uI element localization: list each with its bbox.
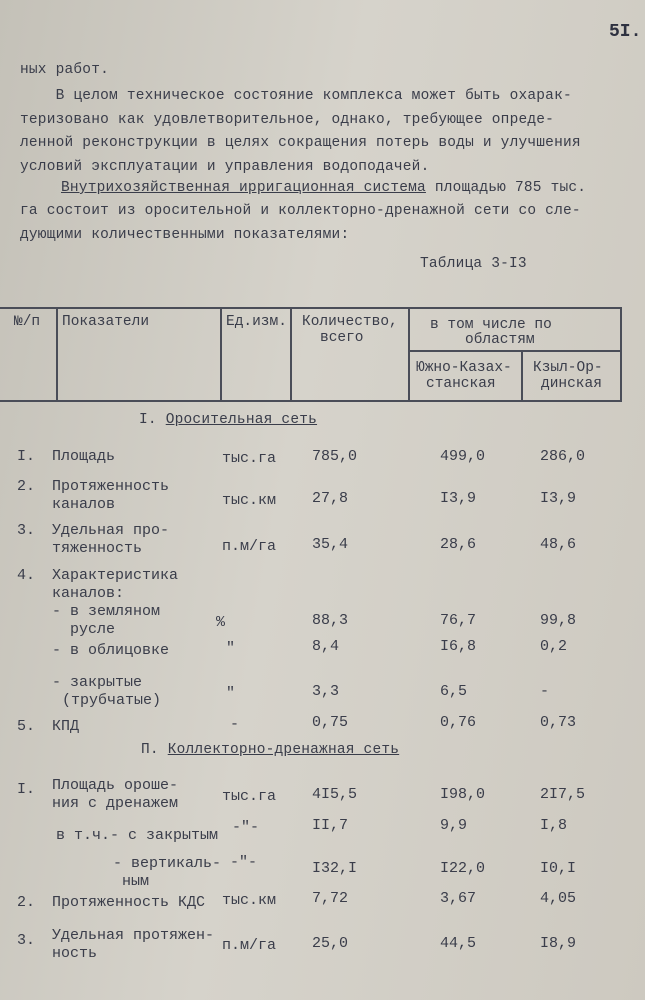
- row-number: 3.: [17, 932, 36, 949]
- header-total: Количество,: [302, 314, 398, 330]
- row-number: 4.: [17, 567, 36, 584]
- total-value: 25,0: [312, 935, 349, 952]
- region2-value: 0,73: [540, 714, 577, 731]
- paragraph-line: Внутрихозяйственная ирригационная система площадью 785 тыс.: [61, 180, 587, 196]
- indicator-name: Протяженность КДС: [52, 894, 206, 911]
- unit-value: %: [216, 614, 226, 631]
- indicator-name: в т.ч.- с закрытым: [56, 827, 219, 844]
- region2-value: 99,8: [540, 612, 577, 629]
- indicator-name: ность: [52, 945, 98, 962]
- intro-line: ленной реконструкции в целях сокращения потерь воды и улучшения: [20, 135, 581, 151]
- row-number: I.: [17, 781, 36, 798]
- unit-value: ": [226, 640, 236, 657]
- region2-value: 286,0: [540, 448, 586, 465]
- row-number: 2.: [17, 894, 36, 911]
- indicator-name: - закрытые: [52, 674, 143, 691]
- indicator-name: - в земляном: [52, 603, 161, 620]
- indicator-name: каналов:: [52, 585, 125, 602]
- unit-value: тыс.км: [222, 492, 277, 509]
- region2-value: I8,9: [540, 935, 577, 952]
- indicator-name: Удельная протяжен-: [52, 927, 215, 944]
- indicator-name: КПД: [52, 718, 80, 735]
- table-rule: [290, 307, 292, 402]
- section-heading: П. Коллекторно-дренажная сеть: [141, 742, 400, 758]
- region1-value: 6,5: [440, 683, 468, 700]
- region2-value: -: [540, 683, 550, 700]
- indicator-name: ным: [122, 873, 150, 890]
- unit-value: -"-: [232, 819, 260, 836]
- table-rule: [220, 307, 222, 402]
- total-value: II,7: [312, 817, 349, 834]
- unit-value: тыс.км: [222, 892, 277, 909]
- row-number: 3.: [17, 522, 36, 539]
- region1-value: I3,9: [440, 490, 477, 507]
- region1-value: I22,0: [440, 860, 486, 877]
- total-value: 7,72: [312, 890, 349, 907]
- page-number: 5I.: [609, 22, 642, 42]
- table-rule: [408, 350, 622, 352]
- table-rule: [56, 307, 58, 402]
- total-value: 88,3: [312, 612, 349, 629]
- header-indicators: Показатели: [62, 314, 150, 330]
- row-number: I.: [17, 448, 36, 465]
- paragraph-line: га состоит из оросительной и коллекторно-дренажной сети со сле-: [20, 203, 581, 219]
- indicator-name: каналов: [52, 496, 116, 513]
- header-unit: Ед.изм.: [226, 314, 287, 330]
- unit-value: -"-: [230, 854, 258, 871]
- underlined-term: Внутрихозяйственная ирригационная система: [61, 180, 426, 196]
- region2-value: 48,6: [540, 536, 577, 553]
- unit-value: п.м/га: [222, 538, 277, 555]
- total-value: 4I5,5: [312, 786, 358, 803]
- indicator-name: (трубчатые): [62, 692, 162, 709]
- total-value: 3,3: [312, 683, 340, 700]
- table-rule: [620, 307, 622, 402]
- header-including: областям: [465, 332, 535, 348]
- header-region: динская: [541, 376, 602, 392]
- unit-value: -: [230, 716, 240, 733]
- indicator-name: русле: [52, 621, 116, 638]
- indicator-name: Площадь ороше-: [52, 777, 179, 794]
- unit-value: п.м/га: [222, 937, 277, 954]
- region1-value: 499,0: [440, 448, 486, 465]
- region2-value: I,8: [540, 817, 568, 834]
- region2-value: 4,05: [540, 890, 577, 907]
- region2-value: I0,I: [540, 860, 577, 877]
- table-rule: [0, 307, 622, 309]
- indicator-name: Протяженность: [52, 478, 170, 495]
- intro-line: условий эксплуатации и управления водоподачей.: [20, 159, 430, 175]
- region1-value: 3,67: [440, 890, 477, 907]
- unit-value: ": [226, 685, 236, 702]
- header-region: Южно-Казах-: [416, 360, 512, 376]
- table-rule: [408, 307, 410, 402]
- total-value: 27,8: [312, 490, 349, 507]
- row-number: 5.: [17, 718, 36, 735]
- table-rule: [0, 400, 622, 402]
- region1-value: 0,76: [440, 714, 477, 731]
- table-caption: Таблица 3-I3: [420, 256, 527, 272]
- total-value: 8,4: [312, 638, 340, 655]
- table-rule: [521, 350, 523, 402]
- header-total: всего: [320, 330, 364, 346]
- total-value: 35,4: [312, 536, 349, 553]
- indicator-name: ния с дренажем: [52, 795, 179, 812]
- indicator-name: Удельная про-: [52, 522, 170, 539]
- paragraph-line: дующими количественными показателями:: [20, 227, 350, 243]
- indicator-name: Площадь: [52, 448, 116, 465]
- region1-value: 44,5: [440, 935, 477, 952]
- total-value: I32,I: [312, 860, 358, 877]
- header-region: станская: [426, 376, 496, 392]
- header-region: Кзыл-Ор-: [533, 360, 603, 376]
- region1-value: I98,0: [440, 786, 486, 803]
- intro-line: ных работ.: [20, 62, 110, 78]
- header-including: в том числе по: [430, 317, 552, 333]
- unit-value: тыс.га: [222, 788, 277, 805]
- indicator-name: Характеристика: [52, 567, 179, 584]
- region1-value: I6,8: [440, 638, 477, 655]
- region1-value: 76,7: [440, 612, 477, 629]
- intro-line: теризовано как удовлетворительное, однако, требующее опреде-: [20, 112, 555, 128]
- header-no: №/п: [14, 314, 41, 330]
- region2-value: 2I7,5: [540, 786, 586, 803]
- region2-value: I3,9: [540, 490, 577, 507]
- region1-value: 9,9: [440, 817, 468, 834]
- total-value: 785,0: [312, 448, 358, 465]
- indicator-name: - в облицовке: [52, 642, 170, 659]
- indicator-name: тяженность: [52, 540, 143, 557]
- row-number: 2.: [17, 478, 36, 495]
- total-value: 0,75: [312, 714, 349, 731]
- unit-value: тыс.га: [222, 450, 277, 467]
- region1-value: 28,6: [440, 536, 477, 553]
- region2-value: 0,2: [540, 638, 568, 655]
- indicator-name: - вертикаль-: [113, 855, 222, 872]
- intro-line: В целом техническое состояние комплекса может быть охарак-: [20, 88, 572, 104]
- section-heading: I. Оросительная сеть: [139, 412, 318, 428]
